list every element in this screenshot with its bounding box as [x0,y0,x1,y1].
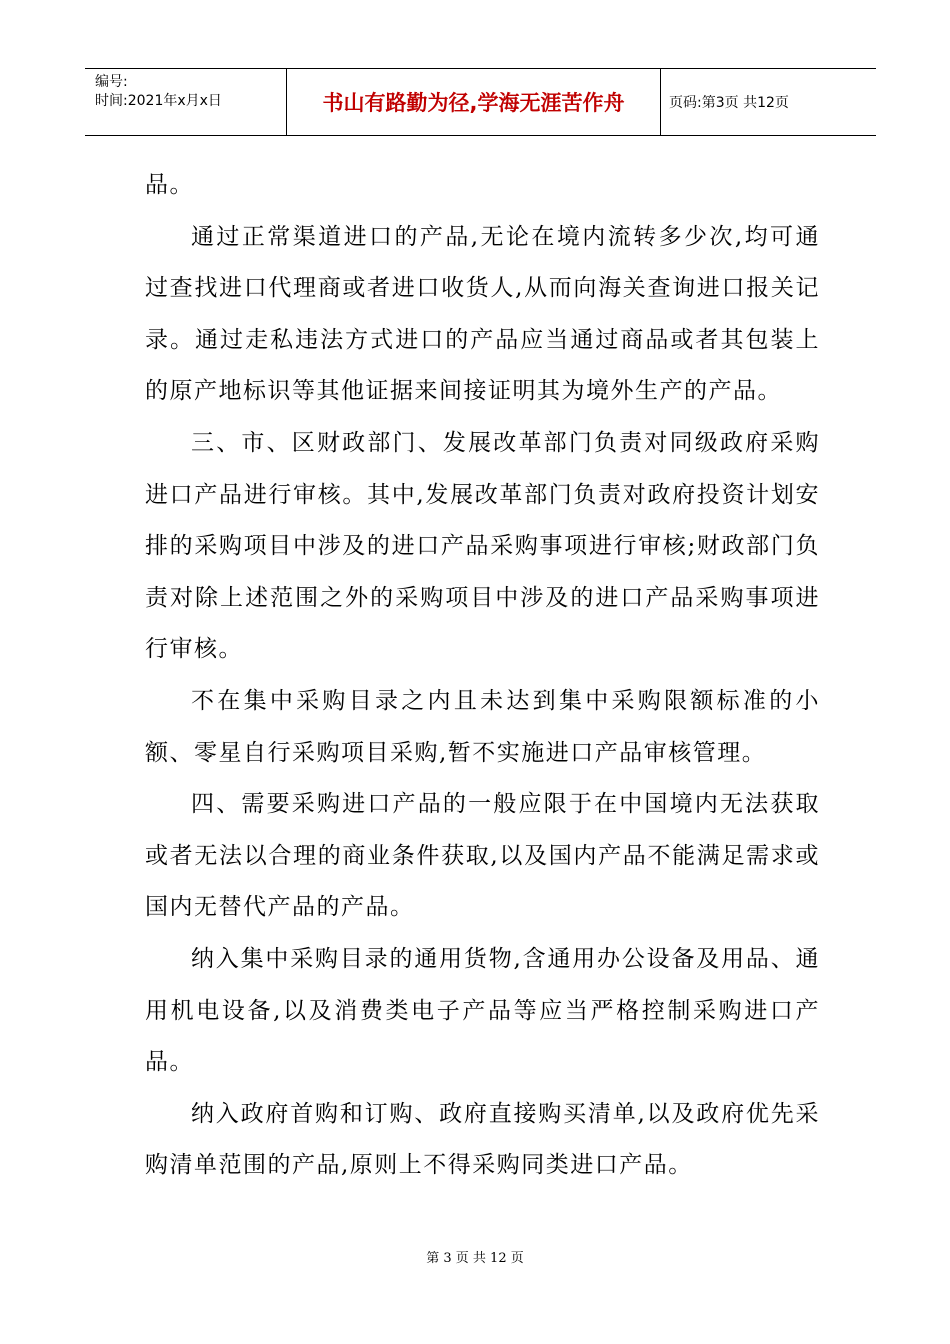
header-meta-cell [85,69,287,135]
header-motto: 书山有路勤为径,学海无涯苦作舟 [287,69,661,135]
paragraph: 四、需要采购进口产品的一般应限于在中国境内无法获取或者无法以合理的商业条件获取,以及国内产品不能满足需求或国内无替代产品的产品。 [145,791,820,921]
time-label: 时间:2021年x月x日 [95,93,222,109]
document-body [145,160,820,1192]
paragraph: 三、市、区财政部门、发展改革部门负责对同级政府采购进口产品进行审核。其中,发展改革部门负责对政府投资计划安排的采购项目中涉及的进口产品采购事项进行审核;财政部门负责对除上述范围之外的采购项目中涉及的进口产品采购事项进行审核。 [145,429,820,663]
serial-label: 编号: [95,74,128,90]
paragraph: 纳入政府首购和订购、政府直接购买清单,以及政府优先采购清单范围的产品,原则上不得采购同类进口产品。 [145,1100,820,1179]
paragraph: 不在集中采购目录之内且未达到集中采购限额标准的小额、零星自行采购项目采购,暂不实施进口产品审核管理。 [145,687,820,766]
paragraph: 通过正常渠道进口的产品,无论在境内流转多少次,均可通过查找进口代理商或者进口收货人,从而向海关查询进口报关记录。通过走私违法方式进口的产品应当通过商品或者其包装上的原产地标识等其他证据来间接证明其为境外生产的产品。 [145,223,820,405]
paragraph: 纳入集中采购目录的通用货物,含通用办公设备及用品、通用机电设备,以及消费类电子产品等应当严格控制采购进口产品。 [145,945,820,1076]
header-page-info: 页码:第3页 共12页 [669,95,789,111]
paragraph: 品。 [145,172,194,198]
document-header [85,68,876,136]
page-footer: 第 3 页 共 12 页 [426,1251,524,1266]
